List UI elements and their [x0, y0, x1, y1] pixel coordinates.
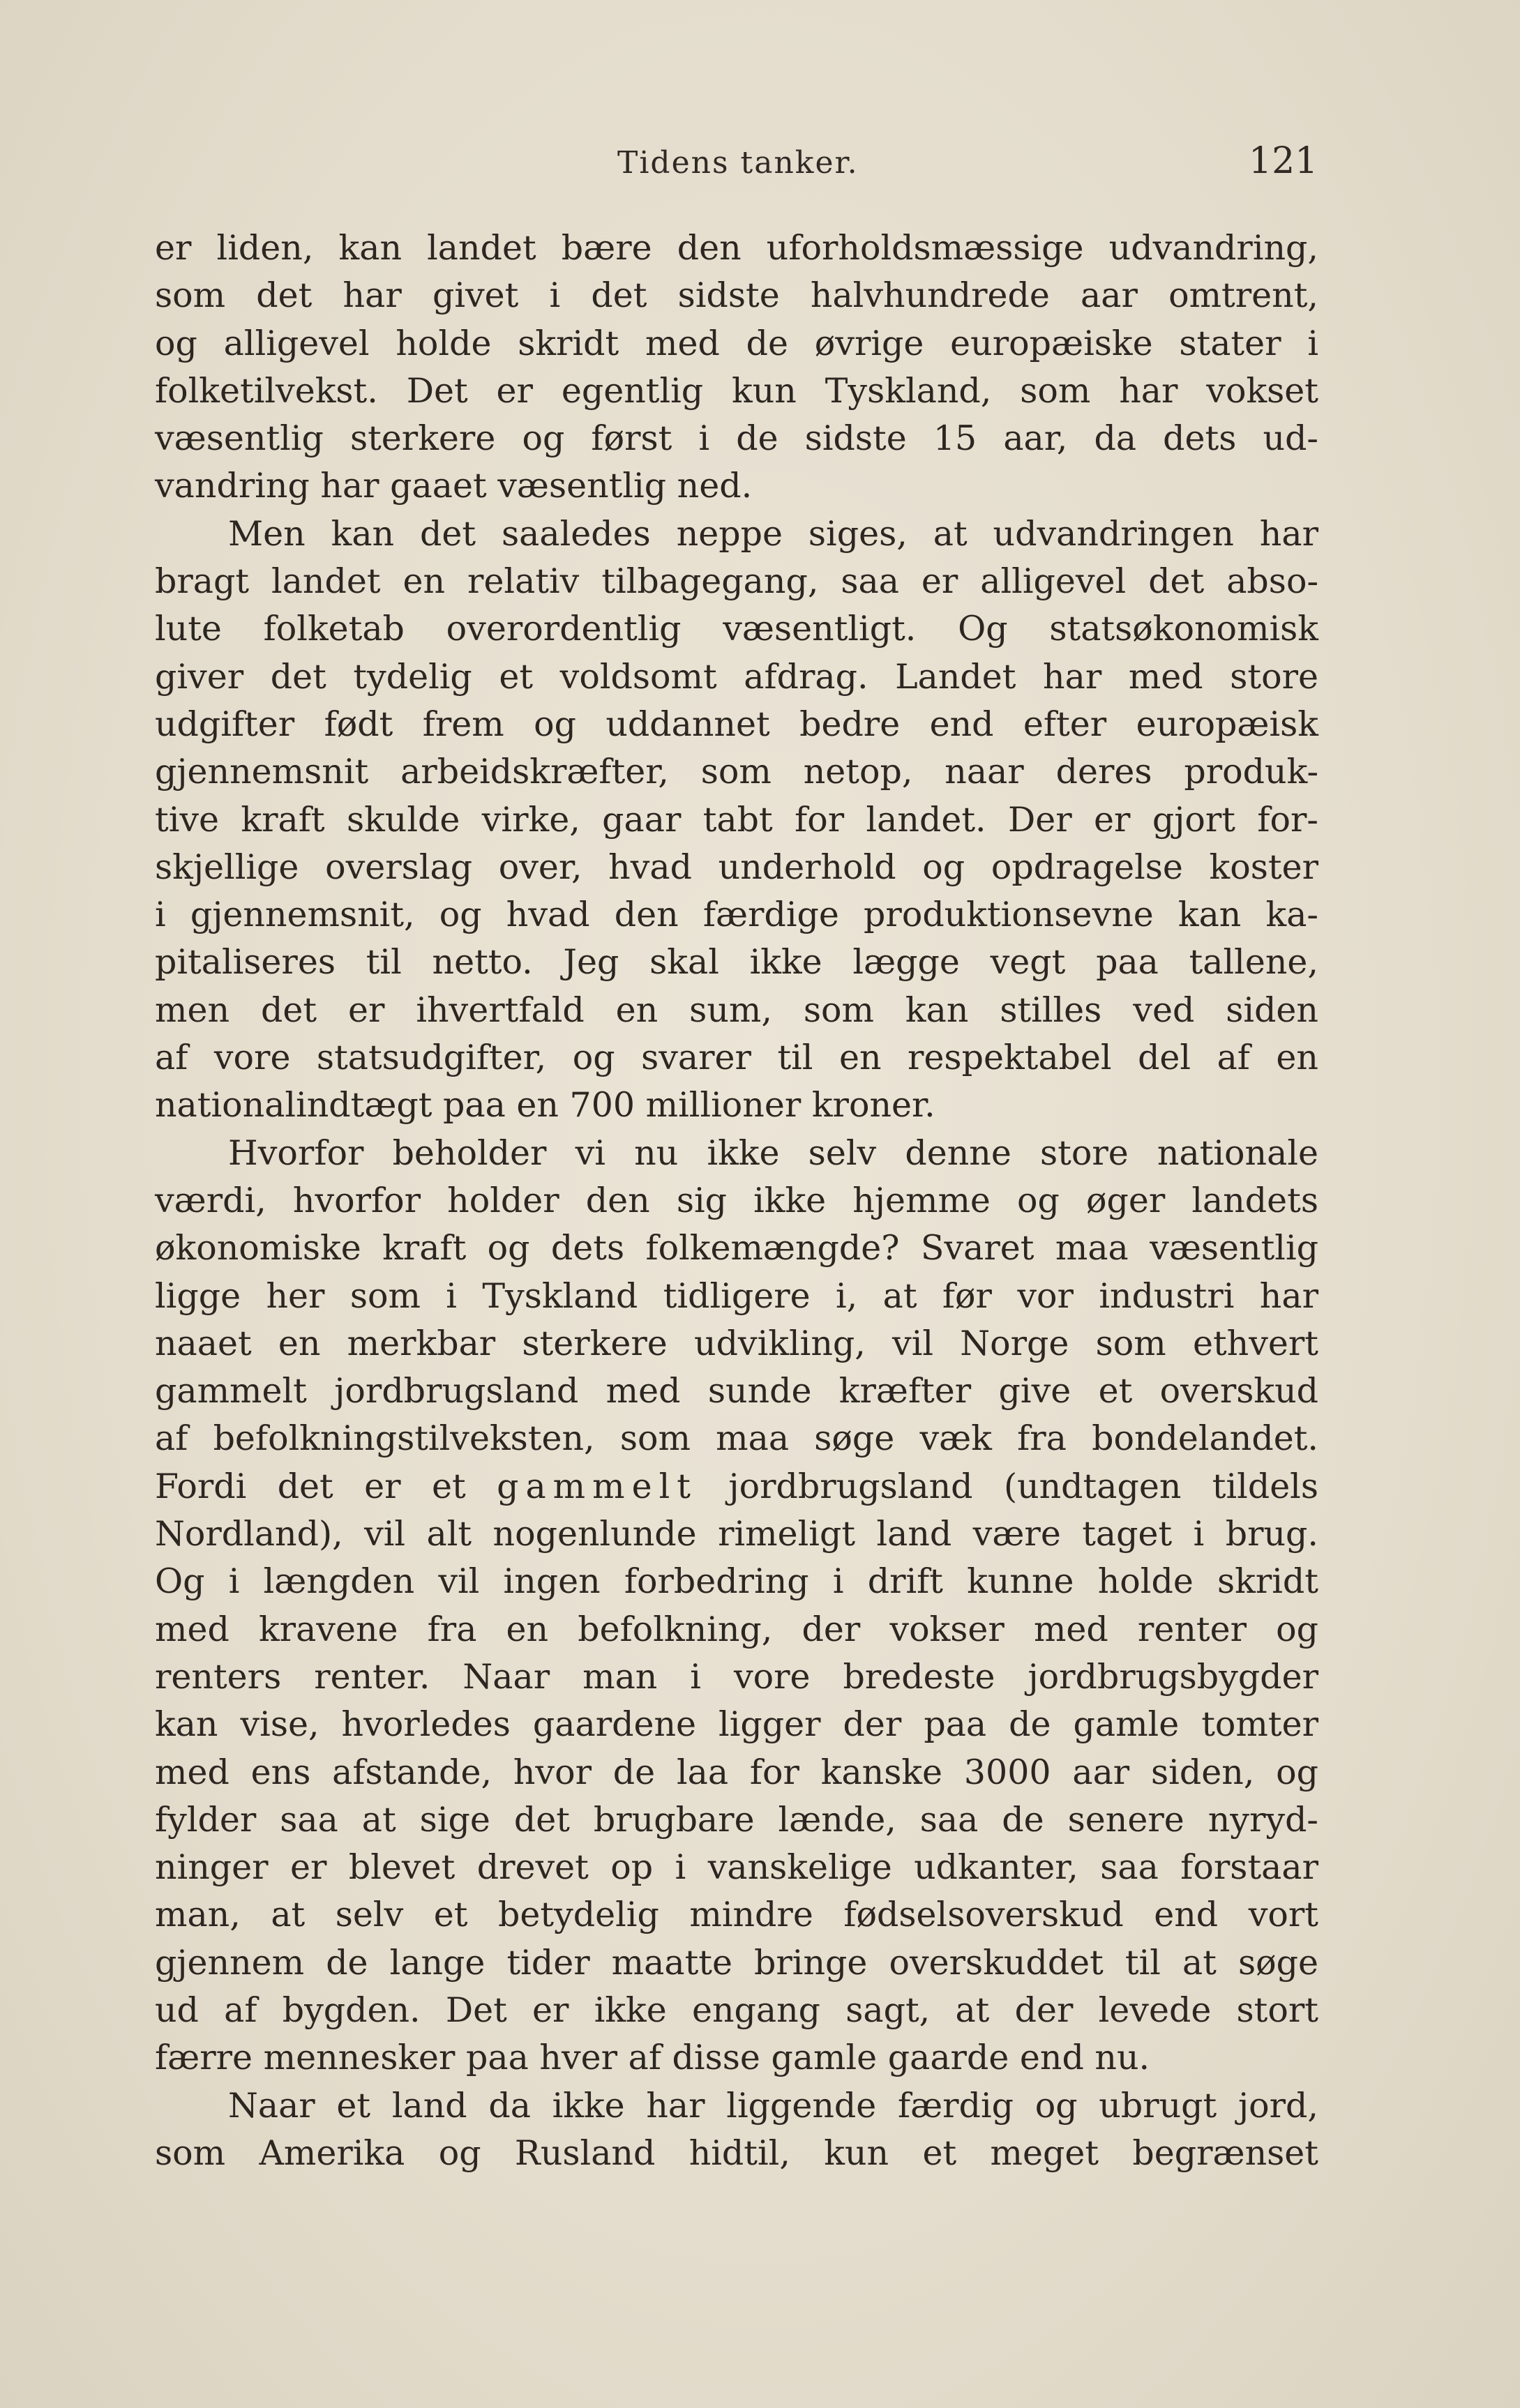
text-line: gjennemsnit arbeidskræfter, som netop, naar deres produk- — [155, 752, 1318, 792]
text-line: vandring har gaaet væsentlig ned. — [155, 466, 753, 506]
paragraph-start-line: Hvorfor beholder vi nu ikke selv denne store nationale — [228, 1133, 1318, 1173]
text-line: værdi, hvorfor holder den sig ikke hjemme og øger landets — [155, 1180, 1318, 1220]
text-line: fylder saa at sige det brugbare lænde, saa de senere nyryd- — [155, 1799, 1318, 1840]
text-line: af befolkningstilveksten, som maa søge væk fra bondelandet. — [155, 1418, 1318, 1459]
text-line: af vore statsudgifter, og svarer til en respektabel del af en — [155, 1038, 1318, 1078]
text-line: nationalindtægt paa en 700 millioner kroner. — [155, 1085, 935, 1126]
text-line: økonomiske kraft og dets folkemængde? Svaret maa væsentlig — [155, 1228, 1318, 1269]
line-suffix: jordbrugsland (undtagen tildels — [728, 1466, 1319, 1506]
body-text — [155, 225, 1318, 2177]
text-line: med ens afstande, hvor de laa for kanske 3000 aar siden, og — [155, 1752, 1318, 1792]
text-line: ninger er blevet drevet op i vanskelige udkanter, saa forstaar — [155, 1847, 1318, 1888]
text-line: tive kraft skulde virke, gaar tabt for landet. Der er gjort for- — [155, 799, 1318, 840]
text-line: man, at selv et betydelig mindre fødselsoverskud end vort — [155, 1895, 1318, 1935]
running-head — [0, 137, 1520, 199]
text-line: naaet en merkbar sterkere udvikling, vil Norge som ethvert — [155, 1323, 1318, 1363]
text-line: væsentlig sterkere og først i de sidste 15 aar, da dets ud- — [155, 418, 1318, 459]
text-line: pitaliseres til netto. Jeg skal ikke lægge vegt paa tallene, — [155, 942, 1318, 983]
text-line: giver det tydelig et voldsomt afdrag. Landet har med store — [155, 656, 1318, 697]
text-line: Nordland), vil alt nogenlunde rimeligt land være taget i brug. — [155, 1514, 1318, 1554]
text-line: renters renter. Naar man i vore bredeste jordbrugsbygder — [155, 1656, 1318, 1697]
page-number: 121 — [1249, 140, 1318, 182]
text-line: kan vise, hvorledes gaardene ligger der paa de gamle tomter — [155, 1704, 1318, 1745]
text-line: Og i længden vil ingen forbedring i drift kunne holde skridt — [155, 1561, 1318, 1602]
text-line: og alligevel holde skridt med de øvrige europæiske stater i — [155, 323, 1318, 363]
text-line: skjellige overslag over, hvad underhold og opdragelse koster — [155, 847, 1318, 887]
text-line: lute folketab overordentlig væsentligt. Og statsøkonomisk — [155, 609, 1318, 649]
text-line: i gjennemsnit, og hvad den færdige produktionsevne kan ka- — [155, 895, 1318, 935]
paragraph-start-line: Men kan det saaledes neppe siges, at udvandringen har — [228, 513, 1318, 554]
text-line: folketilvekst. Det er egentlig kun Tyskland, som har vokset — [155, 370, 1318, 411]
text-line: er liden, kan landet bære den uforholdsmæssige udvandring, — [155, 228, 1318, 268]
text-line: som Amerika og Rusland hidtil, kun et meget begrænset — [155, 2133, 1318, 2173]
text-line: ligge her som i Tyskland tidligere i, at før vor industri har — [155, 1275, 1318, 1316]
text-line: gammelt jordbrugsland med sunde kræfter give et overskud — [155, 1371, 1318, 1411]
text-line: færre mennesker paa hver af disse gamle gaarde end nu. — [155, 2038, 1150, 2078]
text-line: bragt landet en relativ tilbagegang, saa er alligevel det abso- — [155, 561, 1318, 602]
text-line-with-emphasis — [155, 1463, 1318, 1510]
text-line: udgifter født frem og uddannet bedre end efter europæisk — [155, 704, 1318, 744]
text-line: ud af bygden. Det er ikke engang sagt, at der levede stort — [155, 1990, 1318, 2030]
spaced-emphasis-word: gammelt — [497, 1466, 698, 1506]
text-line: med kravene fra en befolkning, der vokser med renter og — [155, 1609, 1318, 1649]
running-title: Tidens tanker. — [617, 145, 859, 181]
text-line: men det er ihvertfald en sum, som kan stilles ved siden — [155, 990, 1318, 1030]
text-line: gjennem de lange tider maatte bringe overskuddet til at søge — [155, 1942, 1318, 1983]
text-line: som det har givet i det sidste halvhundrede aar omtrent, — [155, 275, 1318, 316]
line-prefix: Fordi det er et — [155, 1466, 466, 1506]
paragraph-start-line: Naar et land da ikke har liggende færdig og ubrugt jord, — [228, 2085, 1318, 2126]
